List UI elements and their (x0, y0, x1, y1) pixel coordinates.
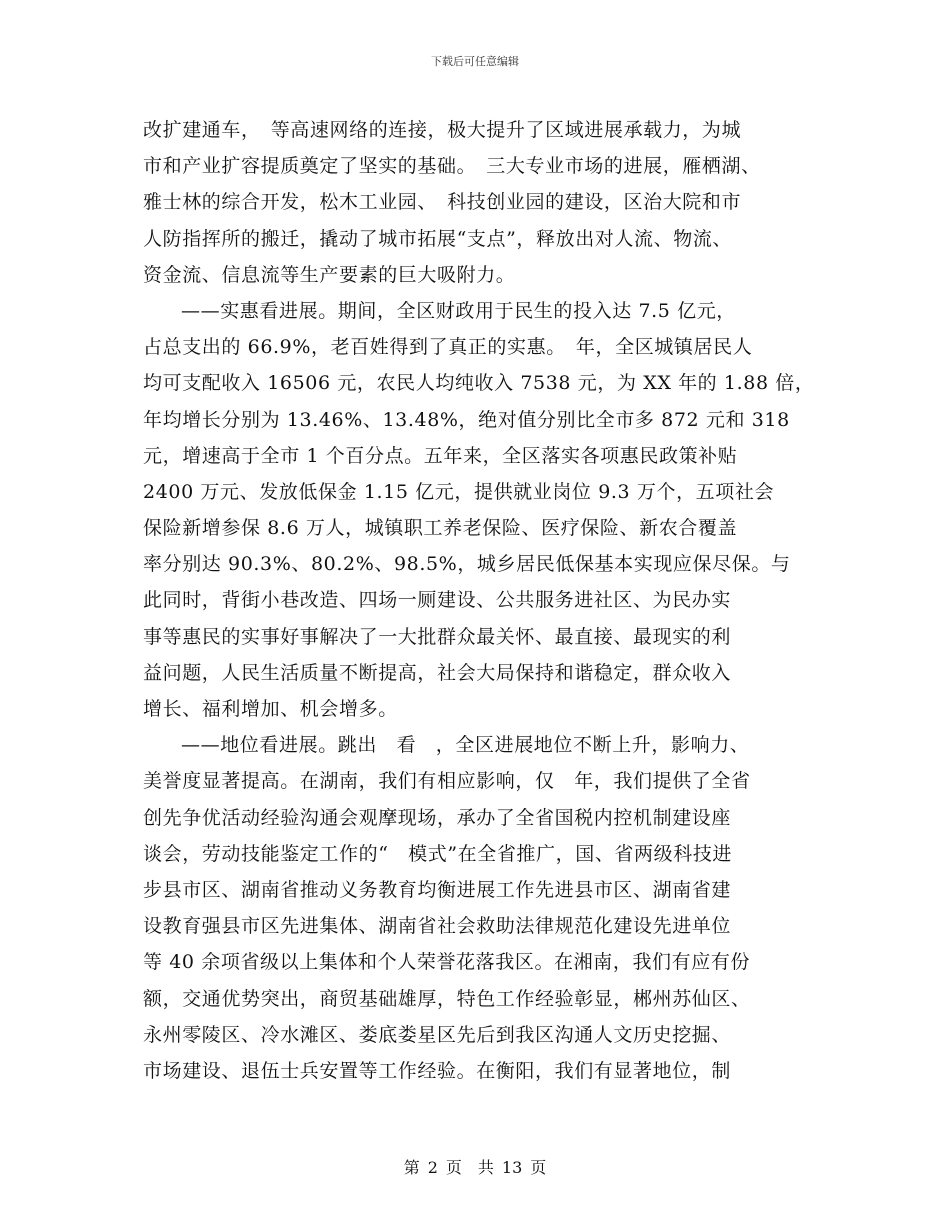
text-line: 雅士林的综合开发，松木工业园、 科技创业园的建设，区治大院和市 (143, 191, 742, 214)
page-header: 下载后可任意编辑 (431, 55, 519, 68)
footer-suffix: 页 (530, 1158, 547, 1177)
text-line: 谈会，劳动技能鉴定工作的“ 模式”在全省推广，国、省两级科技进 (143, 842, 733, 865)
text-line: 元，增速高于全市 1 个百分点。五年来，全区落实各项惠民政策补贴 (143, 444, 738, 467)
text-line: 2400 万元、发放低保金 1.15 亿元，提供就业岗位 9.3 万个，五项社会 (143, 480, 775, 503)
text-line: 创先争优活动经验沟通会观摩现场，承办了全省国税内控机制建设座 (143, 806, 732, 829)
text-line: 此同时，背街小巷改造、四场一厕建设、公共服务进社区、为民办实 (143, 589, 732, 612)
document-body (143, 112, 815, 1089)
page-footer (0, 1155, 950, 1178)
text-line: 市和产业扩容提质奠定了坚实的基础。 三大专业市场的进展，雁栖湖、 (143, 155, 761, 178)
text-line: 增长、福利增加、机会增多。 (143, 698, 398, 720)
footer-prefix: 第 (403, 1158, 420, 1177)
footer-middle: 页 共 (445, 1158, 494, 1177)
text-line: 市场建设、退伍士兵安置等工作经验。在衡阳，我们有显著地位，制 (143, 1059, 732, 1082)
text-line: 率分别达 90.3%、80.2%、98.5%，城乡居民低保基本实现应保尽保。与 (143, 553, 791, 576)
paragraph-start-line: ——实惠看进展。期间，全区财政用于民生的投入达 7.5 亿元， (181, 299, 736, 322)
text-line: 事等惠民的实事好事解决了一大批群众最关怀、最直接、最现实的利 (143, 625, 732, 648)
text-line: 美誉度显著提高。在湖南，我们有相应影响，仅 年，我们提供了全省 (143, 770, 751, 793)
page-number: 2 (427, 1158, 438, 1177)
text-line: 益问题，人民生活质量不断提高，社会大局保持和谐稳定，群众收入 (143, 661, 732, 684)
text-line: 人防指挥所的搬迁，撬动了城市拓展“支点”，释放出对人流、物流、 (143, 227, 733, 250)
text-line: 设教育强县市区先进集体、湖南省社会救助法律规范化建设先进单位 (143, 915, 732, 938)
text-line: 等 40 余项省级以上集体和个人荣誉花落我区。在湘南，我们有应有份 (143, 951, 751, 974)
text-line: 占总支出的 66.9%，老百姓得到了真正的实惠。 年，全区城镇居民人 (143, 336, 753, 359)
text-line: 步县市区、湖南省推动义务教育均衡进展工作先进县市区、湖南省建 (143, 878, 732, 901)
text-line: 年均增长分别为 13.46%、13.48%，绝对值分别比全市多 872 元和 318 (143, 408, 790, 431)
text-line: 资金流、信息流等生产要素的巨大吸附力。 (143, 263, 516, 286)
text-line: 永州零陵区、冷水滩区、娄底娄星区先后到我区沟通人文历史挖掘、 (143, 1023, 732, 1046)
text-line: 改扩建通车， 等高速网络的连接，极大提升了区域进展承载力，为城 (143, 119, 742, 141)
text-line: 额，交通优势突出，商贸基础雄厚，特色工作经验彰显，郴州苏仙区、 (143, 987, 751, 1010)
text-line: 均可支配收入 16506 元，农民人均纯收入 7538 元，为 XX 年的 1.88 倍， (143, 372, 815, 395)
paragraph-start-line: ——地位看进展。跳出 看 ，全区进展地位不断上升，影响力、 (181, 734, 750, 757)
text-line: 保险新增参保 8.6 万人，城镇职工养老保险、医疗保险、新农合覆盖 (143, 517, 738, 540)
total-pages: 13 (501, 1158, 523, 1177)
